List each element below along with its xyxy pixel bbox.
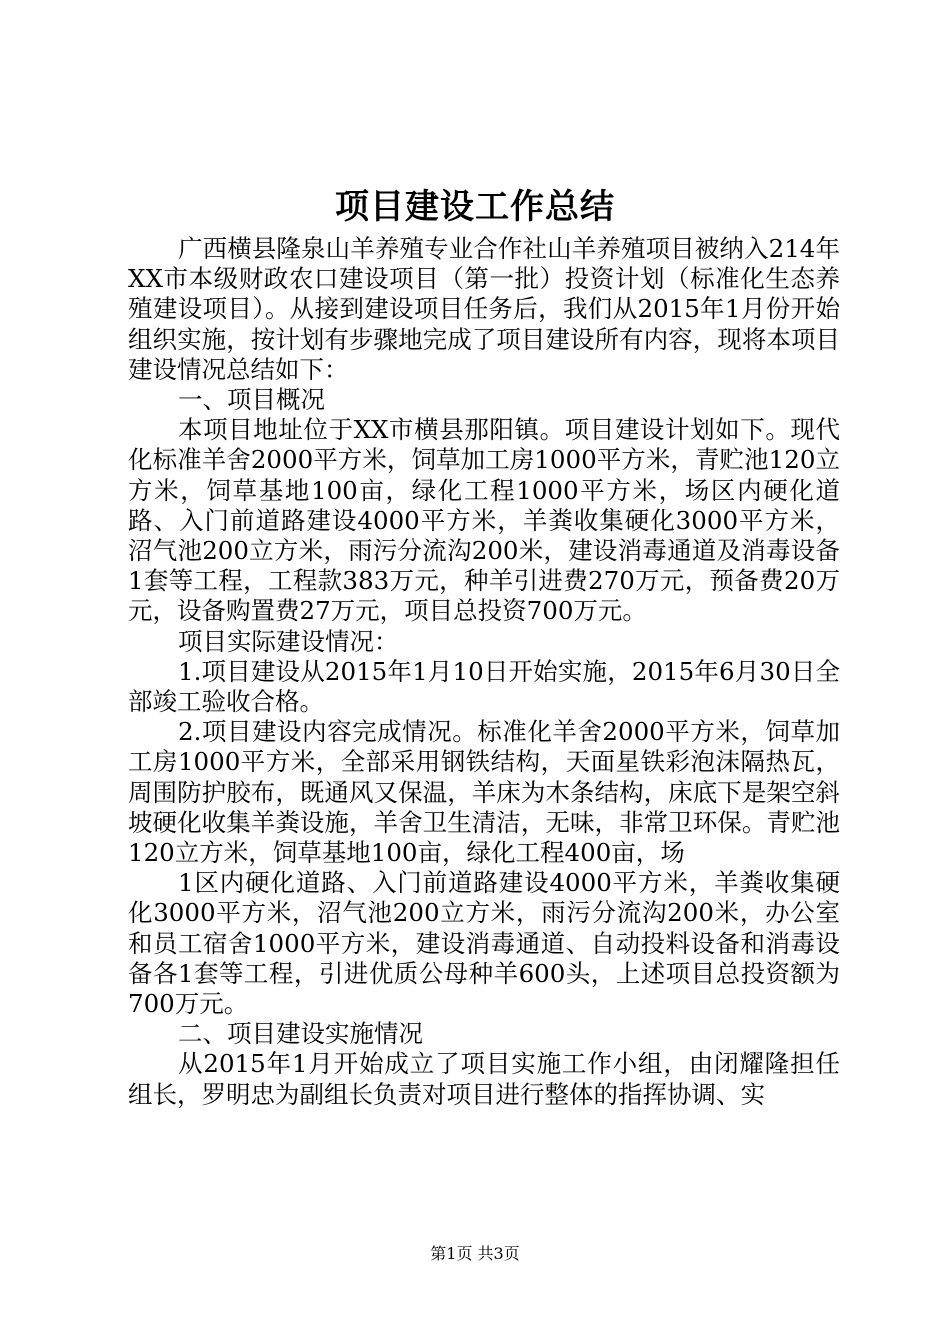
page-title: 项目建设工作总结 — [335, 187, 615, 227]
paragraph-actual-heading: 项目实际建设情况： — [178, 626, 399, 656]
section-heading-overview: 一、项目概况 — [178, 385, 325, 415]
paragraph-item-2: 2.项目建设内容完成情况。标准化羊舍2000平方米，饲草加工房1000平方米，全部采用钢铁结构，天面星铁彩泡沫隔热瓦，周围防护胶布，既通风又保温，羊床为木条结构，床底下是架空斜坡硬化收集羊粪设施，羊舍卫生清洁，无味，非常卫环保。青贮池120立方米，饲草基地100亩，绿化工程400亩，场 — [128, 717, 840, 868]
document-body — [128, 234, 840, 1110]
paragraph-item-2-continued: 1区内硬化道路、入门前道路建设4000平方米，羊粪收集硬化3000平方米，沼气池200立方米，雨污分流沟200米，办公室和员工宿舍1000平方米，建设消毒通道、自动投料设备和消毒设备各1套等工程，引进优质公母种羊600头，上述项目总投资额为700万元。 — [128, 868, 840, 1019]
paragraph-item-1: 1.项目建设从2015年1月10日开始实施，2015年6月30日全部竣工验收合格。 — [128, 656, 840, 717]
paragraph-overview: 本项目地址位于XX市横县那阳镇。项目建设计划如下。现代化标准羊舍2000平方米，饲草加工房1000平方米，青贮池120立方米，饲草基地100亩，绿化工程1000平方米，场区内硬化道路、入门前道路建设4000平方米，羊粪收集硬化3000平方米，沼气池200立方米，雨污分流沟200米，建设消毒通道及消毒设备1套等工程，工程款383万元，种羊引进费270万元，预备费20万元，设备购置费27万元，项目总投资700万元。 — [128, 415, 840, 626]
page-footer: 第1页 共3页 — [430, 1244, 520, 1263]
section-heading-implementation: 二、项目建设实施情况 — [178, 1019, 423, 1049]
paragraph-implementation: 从2015年1月开始成立了项目实施工作小组，由闭耀隆担任组长，罗明忠为副组长负责对项目进行整体的指挥协调、实 — [128, 1049, 840, 1109]
paragraph-intro: 广西横县隆泉山羊养殖专业合作社山羊养殖项目被纳入214年XX市本级财政农口建设项目（第一批）投资计划（标准化生态养殖建设项目）。从接到建设项目任务后，我们从2015年1月份开始组织实施，按计划有步骤地完成了项目建设所有内容，现将本项目建设情况总结如下： — [128, 234, 840, 384]
